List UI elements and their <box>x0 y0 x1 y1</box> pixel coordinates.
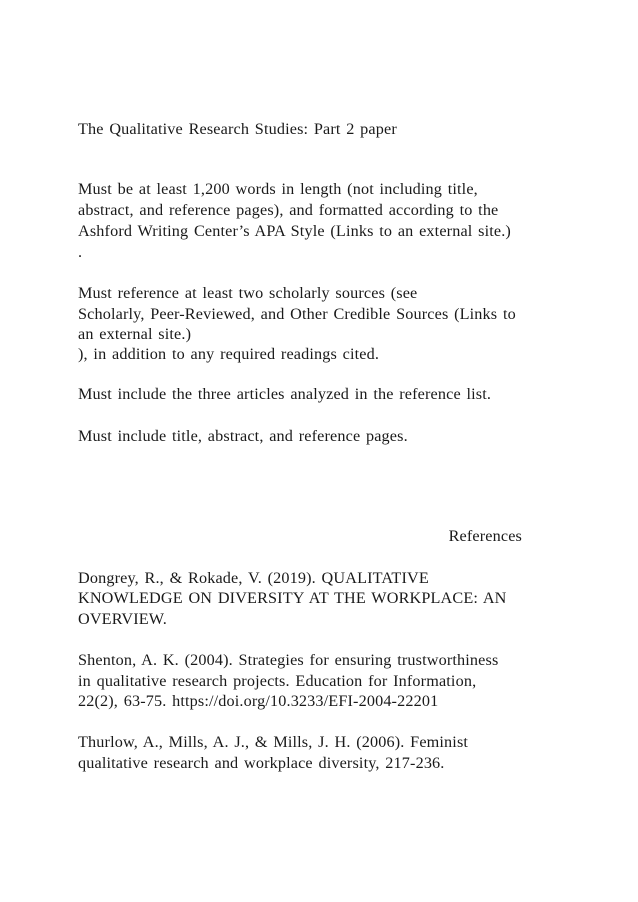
document-title: The Qualitative Research Studies: Part 2 paper <box>78 120 397 138</box>
requirement-line: Scholarly, Peer-Reviewed, and Other Credible Sources (Links to <box>78 305 516 323</box>
requirement-line: Ashford Writing Center’s APA Style (Links to an external site.) <box>78 222 511 240</box>
reference-line: Dongrey, R., & Rokade, V. (2019). QUALITATIVE <box>78 569 429 587</box>
reference-line: OVERVIEW. <box>78 610 167 628</box>
requirement-line: abstract, and reference pages), and formatted according to the <box>78 201 499 219</box>
requirement-line: ), in addition to any required readings cited. <box>78 345 380 363</box>
reference-line: Thurlow, A., Mills, A. J., & Mills, J. H. (2006). Feminist <box>78 733 469 751</box>
reference-line: 22(2), 63-75. https://doi.org/10.3233/EFI-2004-22201 <box>78 692 439 710</box>
reference-line: in qualitative research projects. Education for Information, <box>78 672 477 690</box>
references-heading: References <box>448 527 522 545</box>
requirement-line: Must include the three articles analyzed in the reference list. <box>78 385 492 403</box>
requirement-line: Must reference at least two scholarly sources (see <box>78 284 418 302</box>
requirement-line: an external site.) <box>78 325 192 343</box>
requirement-line: Must include title, abstract, and reference pages. <box>78 427 408 445</box>
requirement-line: . <box>78 243 83 261</box>
reference-line: qualitative research and workplace diversity, 217-236. <box>78 754 445 772</box>
reference-line: Shenton, A. K. (2004). Strategies for ensuring trustworthiness <box>78 651 499 669</box>
reference-line: KNOWLEDGE ON DIVERSITY AT THE WORKPLACE: AN <box>78 589 507 607</box>
requirement-line: Must be at least 1,200 words in length (not including title, <box>78 180 478 198</box>
